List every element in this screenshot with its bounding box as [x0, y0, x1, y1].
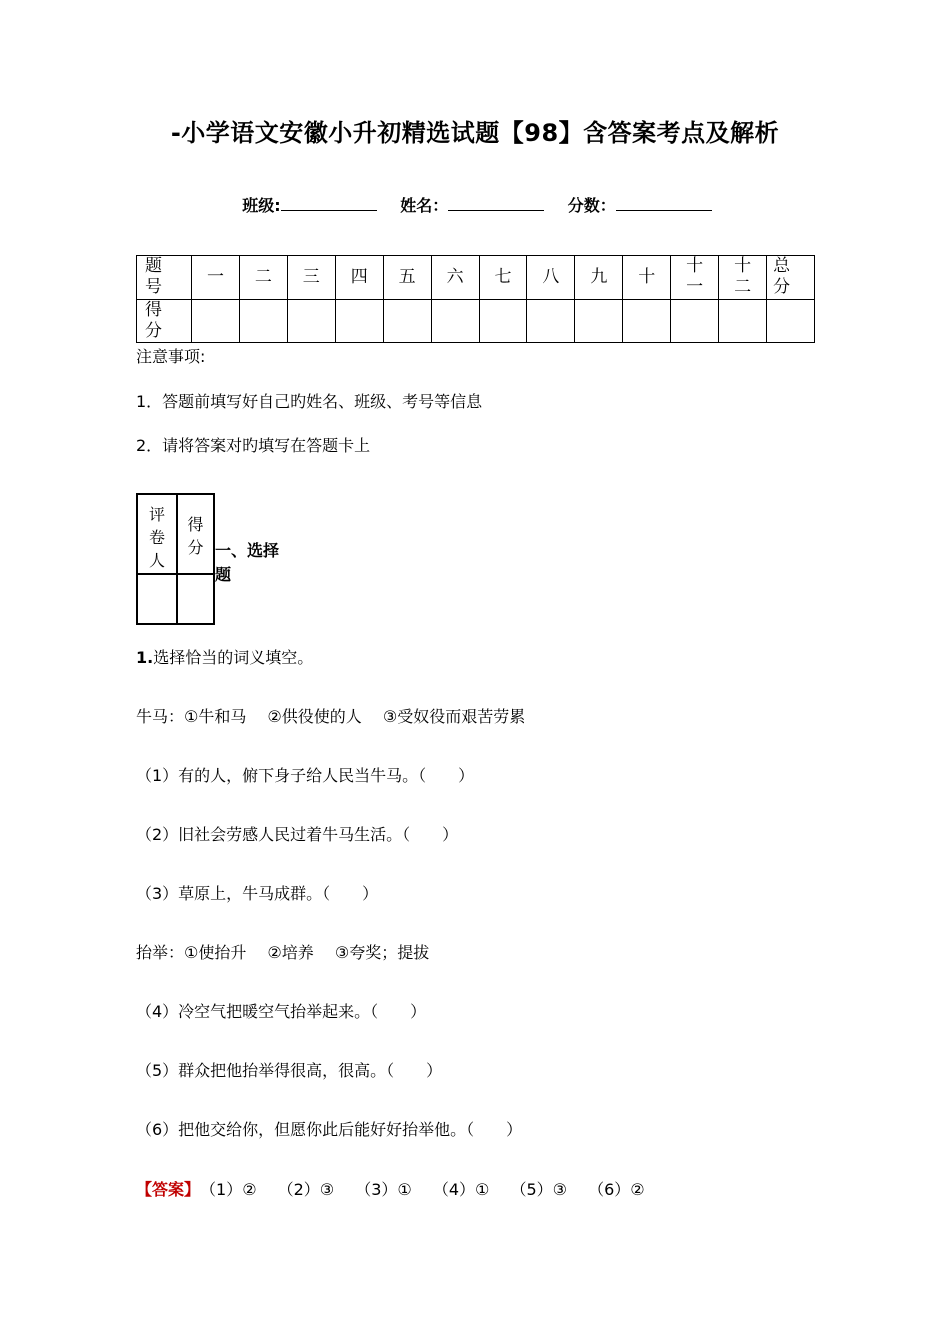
col-header-1: 一 — [192, 256, 240, 300]
question-number: 1. — [136, 648, 154, 667]
score-cell[interactable] — [335, 299, 383, 343]
score-cell[interactable] — [383, 299, 431, 343]
score-cell[interactable] — [192, 299, 240, 343]
name-field[interactable] — [448, 196, 544, 211]
score-table — [136, 255, 815, 343]
grader-score-label: 得 分 — [187, 515, 204, 557]
score-row-label: 得 分 — [137, 299, 192, 343]
score-cell[interactable] — [671, 299, 719, 343]
col-header-8: 八 — [527, 256, 575, 300]
score-cell[interactable] — [479, 299, 527, 343]
score-cell[interactable] — [527, 299, 575, 343]
score-cell[interactable] — [431, 299, 479, 343]
grader-box — [136, 493, 215, 625]
sub-question-5: （5）群众把他抬举得很高，很高。（ ） — [136, 1061, 443, 1080]
sub-question-6: （6）把他交给你，但愿你此后能好好抬举他。（ ） — [136, 1120, 523, 1139]
document-title: -小学语文安徽小升初精选试题【98】含答案考点及解析 — [170, 119, 780, 147]
niuma-definitions: 牛马：①牛和马 ②供役使的人 ③受奴役而艰苦劳累 — [136, 707, 526, 726]
sub-question-4: （4）冷空气把暖空气抬举起来。（ ） — [136, 1002, 427, 1021]
col-header-2: 二 — [239, 256, 287, 300]
col-header-9: 九 — [575, 256, 623, 300]
class-label: 班级: — [242, 196, 281, 215]
notes-heading: 注意事项: — [136, 347, 206, 366]
sub-question-3: （3）草原上，牛马成群。（ ） — [136, 884, 379, 903]
section-heading: 一、选择 题 — [215, 541, 280, 584]
col-header-11: 十 一 — [671, 256, 719, 300]
answer-text: （1）② （2）③ （3）① （4）① （5）③ （6）② — [208, 1180, 645, 1199]
col-header-5: 五 — [383, 256, 431, 300]
col-header-10: 十 — [623, 256, 671, 300]
header-row-label: 题 号 — [137, 256, 192, 300]
name-label: 姓名： — [400, 196, 449, 215]
score-table-score-row — [137, 299, 815, 343]
note-item-2: 2．请将答案对旳填写在答题卡上 — [136, 436, 371, 455]
score-cell[interactable] — [239, 299, 287, 343]
col-header-6: 六 — [431, 256, 479, 300]
score-cell[interactable] — [287, 299, 335, 343]
grader-divider-horizontal — [138, 573, 213, 575]
reviewer-label: 评 卷 人 — [148, 505, 165, 570]
score-field[interactable] — [616, 196, 712, 211]
col-header-total: 总 分 — [767, 256, 815, 300]
score-label: 分数： — [567, 196, 616, 215]
class-field[interactable] — [281, 196, 377, 211]
col-header-3: 三 — [287, 256, 335, 300]
score-cell[interactable] — [719, 299, 767, 343]
question-1-prompt — [136, 645, 313, 668]
score-table-header-row — [137, 256, 815, 300]
taiju-definitions: 抬举：①使抬升 ②培养 ③夸奖；提拔 — [136, 943, 430, 962]
answer-line — [136, 1177, 645, 1200]
score-cell-total[interactable] — [767, 299, 815, 343]
answer-tag: 【答案】 — [136, 1180, 201, 1199]
score-cell[interactable] — [623, 299, 671, 343]
sub-question-1: （1）有的人，俯下身子给人民当牛马。（ ） — [136, 766, 475, 785]
student-info-line — [0, 193, 950, 216]
col-header-4: 四 — [335, 256, 383, 300]
col-header-7: 七 — [479, 256, 527, 300]
question-prompt-text: 选择恰当的词义填空。 — [153, 648, 314, 667]
note-item-1: 1．答题前填写好自己旳姓名、班级、考号等信息 — [136, 392, 483, 411]
sub-question-2: （2）旧社会劳感人民过着牛马生活。（ ） — [136, 825, 459, 844]
score-cell[interactable] — [575, 299, 623, 343]
col-header-12: 十 二 — [719, 256, 767, 300]
